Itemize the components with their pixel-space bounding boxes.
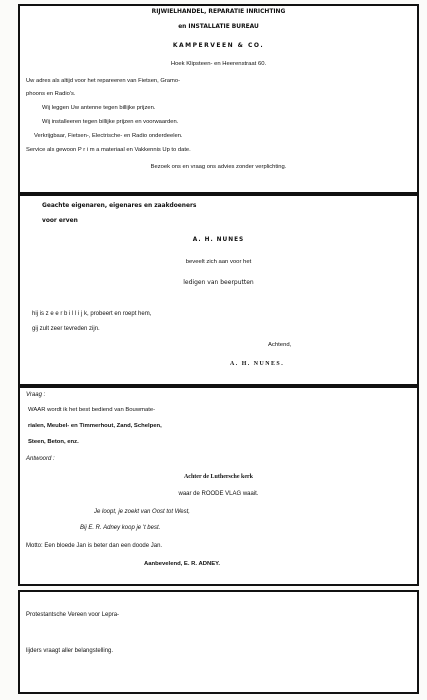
ad3-q-line3: Steen, Beton, enz.	[28, 439, 79, 445]
ad1-line7: Bezoek ons en vraag ons advies zonder verplichting.	[150, 164, 287, 170]
ad1-title-line2: en INSTALLATIE BUREAU	[178, 24, 259, 30]
ad1-company: KAMPERVEEN & CO.	[172, 42, 265, 49]
ad-kamperveen	[18, 4, 419, 194]
ad3-motto: Motto: Een bloede Jan is beter dan een doode Jan.	[26, 543, 163, 549]
ad4-line1: Protestantsche Vereen voor Lepra-	[26, 612, 120, 618]
ad2-line2: voor erven	[42, 218, 78, 224]
ad-lepra	[18, 590, 419, 694]
ad1-address: Hoek Klipsteen- en Heerenstraat 60.	[170, 61, 267, 67]
ad3-q-line1: WAAR wordt ik het best bediend van Bouwmate-	[28, 407, 156, 413]
ad3-q-line2: rialen, Meubel- en Timmerhout, Zand, Schelpen,	[28, 423, 162, 429]
ad2-line3: beveelt zich aan voor het	[185, 259, 252, 265]
ad2-line1: Geachte eigenaren, eigenares en zaakdoeners	[42, 203, 197, 209]
ad2-headline: ledigen van beerputten	[183, 279, 254, 286]
ad2-line5: gij zult zeer tevreden zijn.	[32, 326, 100, 332]
ad-adney	[18, 386, 419, 586]
ad2-signature: A. H. NUNES.	[230, 361, 285, 367]
ad1-title-line1: RIJWIELHANDEL, REPARATIE INRICHTING	[151, 9, 286, 15]
ad1-line6: Service als gewoon P r i m a materiaal en Vakkennis Up to date.	[26, 147, 191, 153]
ad3-a-line4: Bij E. R. Adney koop je 't best.	[80, 525, 161, 531]
ad1-line2: phoons en Radio's.	[26, 91, 76, 97]
ad3-a-line1: Achter de Luthersche kerk	[183, 474, 254, 480]
ad3-answer-label: Antwoord :	[26, 456, 55, 462]
ad2-name: A. H. NUNES	[192, 237, 245, 243]
ad1-line1: Uw adres als altijd voor het repareeren van Fietsen, Gramo-	[26, 78, 181, 84]
ad-nunes	[18, 194, 419, 386]
ad3-a-line3: Je loopt, je zoekt van Oost tot West,	[94, 509, 190, 515]
ad2-line4: hij is z e e r b i l l i j k, probeert en roept hem,	[32, 311, 152, 317]
ad2-closing: Achtend,	[268, 342, 292, 348]
ad1-line5: Verkrijgbaar, Fietsen-, Electrische- en Radio onderdeelen.	[34, 133, 183, 139]
ad1-line4: Wij installeeren tegen billijke prijzen en voorwaarden.	[42, 119, 179, 125]
ad4-line2: lijders vraagt aller belangstelling.	[26, 648, 114, 654]
ad3-question-label: Vraag :	[26, 392, 46, 398]
ad3-recommend: Aanbevelend, E. R. ADNEY.	[144, 561, 221, 567]
ad1-line3: Wij leggen Uw antenne tegen billijke prijzen.	[42, 105, 156, 111]
ad3-a-line2: waar de ROODE VLAG waait.	[178, 491, 259, 497]
